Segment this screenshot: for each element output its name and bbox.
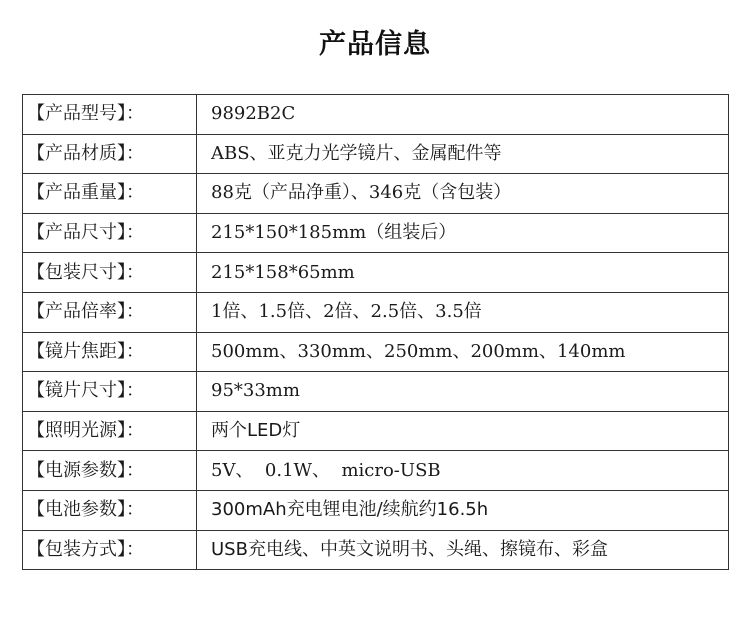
row-value-battery: 300mAh充电锂电池/续航约16.5h: [197, 490, 729, 530]
row-label-focal-length: 【镜片焦距】：: [23, 332, 197, 372]
table-row-material: [23, 134, 729, 174]
row-value-product-size: 215*150*185mm（组装后）: [197, 213, 729, 253]
table-row-focal-length: [23, 332, 729, 372]
row-value-package-size: 215*158*65mm: [197, 253, 729, 293]
table-row-lens-size: [23, 372, 729, 412]
table-row-weight: [23, 174, 729, 214]
row-label-material: 【产品材质】：: [23, 134, 197, 174]
row-label-lens-size: 【镜片尺寸】：: [23, 372, 197, 412]
row-value-model: 9892B2C: [197, 95, 729, 135]
row-value-weight: 88克（产品净重）、346克（含包装）: [197, 174, 729, 214]
table-row-packaging: [23, 530, 729, 570]
table-row-package-size: [23, 253, 729, 293]
row-label-weight: 【产品重量】：: [23, 174, 197, 214]
table-row-product-size: [23, 213, 729, 253]
row-label-product-size: 【产品尺寸】：: [23, 213, 197, 253]
table-row-power: [23, 451, 729, 491]
row-value-packaging: USB充电线、中英文说明书、头绳、擦镜布、彩盒: [197, 530, 729, 570]
row-label-package-size: 【包装尺寸】：: [23, 253, 197, 293]
row-value-power: 5V、 0.1W、 micro-USB: [197, 451, 729, 491]
row-label-battery: 【电池参数】：: [23, 490, 197, 530]
row-value-lens-size: 95*33mm: [197, 372, 729, 412]
table-row-model: [23, 95, 729, 135]
row-label-packaging: 【包装方式】：: [23, 530, 197, 570]
row-value-focal-length: 500mm、330mm、250mm、200mm、140mm: [197, 332, 729, 372]
row-label-magnification: 【产品倍率】：: [23, 292, 197, 332]
row-label-power: 【电源参数】：: [23, 451, 197, 491]
product-info-table: [22, 94, 729, 570]
table-row-light-source: [23, 411, 729, 451]
row-value-light-source: 两个LED灯: [197, 411, 729, 451]
row-value-material: ABS、亚克力光学镜片、金属配件等: [197, 134, 729, 174]
table-row-magnification: [23, 292, 729, 332]
row-label-model: 【产品型号】：: [23, 95, 197, 135]
row-value-magnification: 1倍、1.5倍、2倍、2.5倍、3.5倍: [197, 292, 729, 332]
table-row-battery: [23, 490, 729, 530]
row-label-light-source: 【照明光源】：: [23, 411, 197, 451]
page-title: 产品信息: [319, 29, 431, 60]
